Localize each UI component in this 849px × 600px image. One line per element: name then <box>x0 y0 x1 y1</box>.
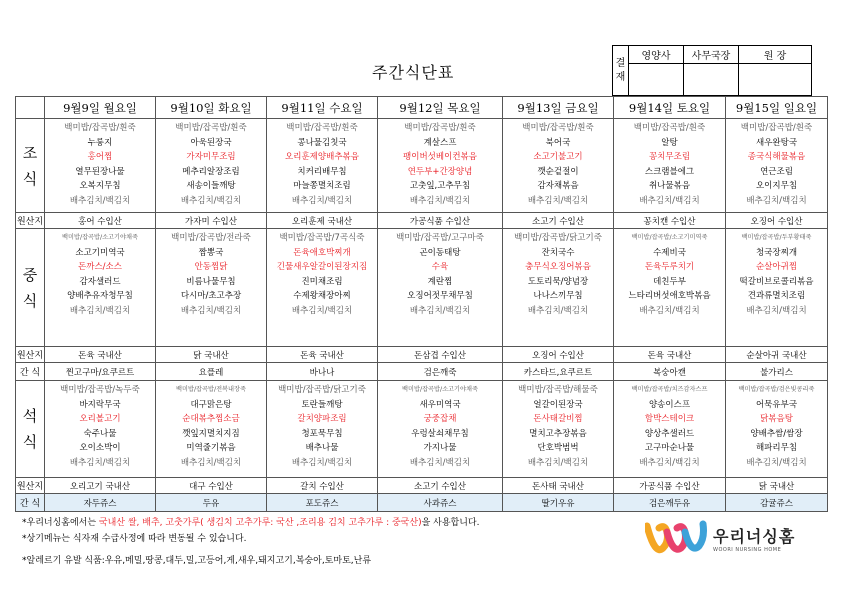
menu-item: 양송이스프 <box>648 399 691 410</box>
menu-table <box>15 96 828 512</box>
snack-cell: 자두쥬스 <box>45 494 156 512</box>
notes <box>22 515 479 569</box>
menu-item: 취나물볶음 <box>648 181 691 192</box>
menu-item: 잔치국수 <box>541 247 575 258</box>
menu-item: 배추김치/백김치 <box>409 195 471 206</box>
menu-item: 계살스프 <box>423 137 457 148</box>
menu-item: 오징어젓무채무침 <box>407 291 473 302</box>
menu-item: 백미밥/잡곡밥/전복내장죽 <box>176 386 246 393</box>
menu-item: 백미밥/잡곡밥/닭고기죽 <box>514 233 602 243</box>
day-header: 9월11일 수요일 <box>267 97 378 119</box>
menu-item: 갈치양파조림 <box>297 414 347 425</box>
menu-item: 짬뽕국 <box>198 247 224 258</box>
menu-item: 곤이동태탕 <box>419 247 461 258</box>
snack-cell: 카스타드,요쿠르트 <box>503 363 614 381</box>
origin-cell: 오리훈제 국내산 <box>267 213 378 229</box>
snack-cell: 딸기우유 <box>503 494 614 512</box>
origin-cell: 닭 국내산 <box>726 478 828 494</box>
brand-logo <box>645 518 795 558</box>
menu-item: 백미밥/잡곡밥/소고기야채죽 <box>62 234 138 241</box>
snack-label: 간 식 <box>16 494 45 512</box>
menu-item: 치커리배무침 <box>297 166 347 177</box>
breakfast-cell <box>267 119 378 213</box>
menu-item: 새송이들깨탕 <box>186 181 236 192</box>
menu-item: 오리훈제양배추볶음 <box>285 152 359 163</box>
menu-item: 배추김치/백김치 <box>409 305 471 316</box>
menu-item: 배추김치/백김치 <box>291 457 353 468</box>
origin-cell: 오리고기 국내산 <box>45 478 156 494</box>
note-text: *우리너싱홈에서는 <box>22 518 99 528</box>
menu-item: 열무된장나물 <box>75 166 125 177</box>
breakfast-cell <box>614 119 726 213</box>
note-allergy: *알레르기 유발 식품:우유,메밀,땅콩,대두,밀,고등어,게,새우,돼지고기,복숭아,토마토,난류 <box>22 556 372 566</box>
menu-item: 미역줄기볶음 <box>186 443 236 454</box>
menu-item: 배추김치/백김치 <box>409 457 471 468</box>
menu-item: 수제왕채장아찌 <box>293 291 351 302</box>
menu-item: 가자미무조림 <box>186 152 236 163</box>
menu-item: 가지나물 <box>423 443 457 454</box>
menu-item: 해파리무침 <box>755 443 798 454</box>
origin-cell: 꽁치캔 수입산 <box>614 213 726 229</box>
menu-item: 양배추쌈/쌈장 <box>750 428 803 439</box>
menu-item: 백미밥/잡곡밥/전라죽 <box>171 233 251 243</box>
menu-item: 함박스테이크 <box>644 414 695 425</box>
menu-item: 배추김치/백김치 <box>69 195 131 206</box>
menu-item: 안동찜닭 <box>194 262 228 273</box>
menu-item: 종국식해물볶음 <box>747 152 806 163</box>
menu-item: 돈사태갈비찜 <box>533 414 583 425</box>
menu-item: 백미밥/잡곡밥/닭고기죽 <box>278 385 366 395</box>
menu-item: 새우미역국 <box>419 399 461 410</box>
snack-label: 간 식 <box>16 363 45 381</box>
menu-item: 오리볼고기 <box>79 414 121 425</box>
menu-item: 배추김치/백김치 <box>291 305 353 316</box>
breakfast-cell <box>378 119 503 213</box>
menu-item: 다시마/초고추장 <box>180 291 242 302</box>
menu-item: 양배추유자청무침 <box>67 291 133 302</box>
lunch-cell <box>378 229 503 347</box>
menu-item: 떡갈비브로콜리볶음 <box>739 276 814 287</box>
menu-item: 긴물새우알갈이된장지짐 <box>276 262 368 273</box>
menu-item: 나나스끼무침 <box>533 291 583 302</box>
menu-item: 궁중잡채 <box>423 414 457 425</box>
menu-item: 백미밥/잡곡밥/흰죽 <box>175 123 247 133</box>
menu-item: 마늘쫑멸치조림 <box>293 181 351 192</box>
menu-item: 얼갈이된장국 <box>533 399 583 410</box>
menu-item: 감자채볶음 <box>537 181 579 192</box>
breakfast-label: 조 식 <box>16 119 45 213</box>
menu-item: 숙주나물 <box>83 428 117 439</box>
menu-item: 백미밥/잡곡밥/흰죽 <box>522 123 594 133</box>
origin-cell: 돈육 국내산 <box>614 347 726 363</box>
day-header: 9월12일 목요일 <box>378 97 503 119</box>
menu-item: 누룽지 <box>87 137 113 148</box>
menu-item: 연두부+간장양념 <box>407 166 473 177</box>
approval-sign-dietitian[interactable] <box>629 64 684 96</box>
breakfast-cell <box>156 119 267 213</box>
origin-label: 원산지 <box>16 478 45 494</box>
menu-item: 새우완탕국 <box>755 137 798 148</box>
origin-cell: 홍어 수입산 <box>45 213 156 229</box>
menu-item: 배추김치/백김치 <box>527 305 589 316</box>
snack-cell: 요플레 <box>156 363 267 381</box>
approval-sign-director[interactable] <box>684 64 739 96</box>
menu-item: 단호박범벅 <box>537 443 579 454</box>
menu-item: 콩나물김칫국 <box>297 137 347 148</box>
approval-label: 결 재 <box>613 46 629 96</box>
approval-role-head: 원 장 <box>739 46 812 64</box>
snack-cell: 두유 <box>156 494 267 512</box>
menu-item: 백미밥/잡곡밥/흰죽 <box>740 123 813 133</box>
menu-item: 백미밥/잡곡밥/두부황태죽 <box>741 234 812 241</box>
menu-item: 백미밥/잡곡밥/흰죽 <box>286 123 358 133</box>
menu-item: 배추김치/백김치 <box>639 305 700 316</box>
menu-item: 견과류멸치조림 <box>747 291 806 302</box>
breakfast-cell <box>45 119 156 213</box>
lunch-cell <box>45 229 156 347</box>
origin-cell: 돈육 국내산 <box>45 347 156 363</box>
lunch-label: 중 식 <box>16 229 45 347</box>
day-header: 9월9일 월요일 <box>45 97 156 119</box>
origin-cell: 갈치 수입산 <box>267 478 378 494</box>
menu-item: 오복지무침 <box>79 181 121 192</box>
breakfast-cell <box>726 119 828 213</box>
snack-cell: 찐고구마/요쿠르트 <box>45 363 156 381</box>
menu-item: 백미밥/잡곡밥/소고기야채죽 <box>402 386 478 393</box>
origin-cell: 소고기 수입산 <box>378 478 503 494</box>
origin-cell: 닭 국내산 <box>156 347 267 363</box>
dinner-cell <box>267 381 378 478</box>
snack-cell: 포도쥬스 <box>267 494 378 512</box>
menu-item: 백미밥/잡곡밥/검은빛콩리죽 <box>738 386 815 393</box>
menu-item: 소고기미역국 <box>75 247 125 258</box>
menu-item: 고춧잎,고추무침 <box>409 181 471 192</box>
logo-name: 우리너싱홈 <box>713 526 796 546</box>
menu-item: 배추김치/백김치 <box>639 457 700 468</box>
note-highlight: 국내산 쌀, 배추, 고춧가루( 생김치 고추가루: 국산 ,조리용 김치 고추가루 : 중국산) <box>98 518 422 528</box>
menu-item: 데친두부 <box>653 276 686 287</box>
menu-item: 진미채조림 <box>301 276 343 287</box>
menu-item: 돈육두루치기 <box>644 262 695 273</box>
menu-item: 돈육애호박찌개 <box>293 247 351 258</box>
menu-item: 메추리알장조림 <box>182 166 240 177</box>
logo-mark-icon <box>645 518 707 558</box>
lunch-cell <box>503 229 614 347</box>
lunch-cell <box>156 229 267 347</box>
breakfast-cell <box>503 119 614 213</box>
origin-cell: 가공식품 수입산 <box>378 213 503 229</box>
menu-item: 백미밥/잡곡밥/고구마죽 <box>396 233 484 243</box>
day-header: 9월14일 토요일 <box>614 97 726 119</box>
snack-cell: 검은깨두유 <box>614 494 726 512</box>
menu-item: 홍어찜 <box>87 152 113 163</box>
dinner-cell <box>45 381 156 478</box>
menu-item: 북어국 <box>545 137 571 148</box>
menu-item: 수제비국 <box>653 247 686 258</box>
menu-item: 배추김치/백김치 <box>746 195 807 206</box>
note-change: *상기메뉴는 식자재 수급사정에 따라 변동될 수 있습니다. <box>22 534 247 544</box>
menu-item: 오이소박이 <box>79 443 121 454</box>
menu-item: 백미밥/잡곡밥/소고기미역죽 <box>631 234 708 241</box>
menu-item: 배추김치/백김치 <box>69 305 131 316</box>
menu-item: 백미밥/잡곡밥/해물죽 <box>518 385 598 395</box>
menu-item: 계란찜 <box>427 276 453 287</box>
menu-item: 돈까스/소스 <box>78 262 122 273</box>
snack-cell: 사과쥬스 <box>378 494 503 512</box>
day-header: 9월15일 일요일 <box>726 97 828 119</box>
menu-item: 순대볶추찜소금 <box>182 414 240 425</box>
page-title: 주간식단표 <box>372 63 455 82</box>
menu-item: 배추김치/백김치 <box>746 457 807 468</box>
menu-item: 배추김치/백김치 <box>746 305 807 316</box>
snack-cell: 감귤쥬스 <box>726 494 828 512</box>
menu-item: 배추김치/백김치 <box>639 195 700 206</box>
day-header: 9월13일 금요일 <box>503 97 614 119</box>
origin-label: 원산지 <box>16 347 45 363</box>
origin-cell: 대구 수입산 <box>156 478 267 494</box>
approval-role-director: 사무국장 <box>684 46 739 64</box>
menu-item: 소고기불고기 <box>533 152 583 163</box>
menu-item: 수육 <box>431 262 449 273</box>
dinner-cell <box>726 381 828 478</box>
origin-cell: 돈육 국내산 <box>267 347 378 363</box>
menu-item: 순살아귀찜 <box>755 262 798 273</box>
origin-cell: 가자미 수입산 <box>156 213 267 229</box>
menu-item: 알탕 <box>661 137 678 148</box>
menu-item: 깻잎지멸치지짐 <box>182 428 240 439</box>
lunch-cell <box>726 229 828 347</box>
menu-item: 백미밥/잡곡밥/흰죽 <box>64 123 136 133</box>
menu-item: 청국장찌개 <box>755 247 798 258</box>
menu-item: 양상추샐러드 <box>644 428 695 439</box>
menu-item: 배추김치/백김치 <box>180 195 242 206</box>
menu-item: 깻순겉절이 <box>537 166 579 177</box>
logo-subtitle: WOORI NURSING HOME <box>713 546 782 553</box>
origin-cell: 순살아귀 국내산 <box>726 347 828 363</box>
menu-item: 어묵유부국 <box>755 399 798 410</box>
menu-item: 아욱된장국 <box>190 137 232 148</box>
dinner-cell <box>156 381 267 478</box>
menu-item: 감자샐러드 <box>79 276 121 287</box>
menu-item: 백미밥/잡곡밥/치즈감자스프 <box>631 386 708 393</box>
approval-box <box>612 45 812 96</box>
menu-item: 연근조림 <box>760 166 793 177</box>
menu-item: 배추김치/백김치 <box>69 457 131 468</box>
dinner-cell <box>614 381 726 478</box>
menu-item: 백미밥/잡곡밥/흰죽 <box>404 123 476 133</box>
menu-item: 토란들깨탕 <box>301 399 343 410</box>
menu-item: 충무식오징어볶음 <box>525 262 591 273</box>
origin-label: 원산지 <box>16 213 45 229</box>
approval-role-dietitian: 영양사 <box>629 46 684 64</box>
origin-cell: 소고기 수입산 <box>503 213 614 229</box>
menu-item: 배추김치/백김치 <box>527 457 589 468</box>
menu-item: 백미밥/잡곡밥/7곡식죽 <box>279 233 365 243</box>
menu-item: 오이지무침 <box>755 181 798 192</box>
snack-cell: 검은깨죽 <box>378 363 503 381</box>
menu-item: 멸치고추장볶음 <box>529 428 587 439</box>
approval-sign-head[interactable] <box>739 64 812 96</box>
origin-cell: 오징어 수입산 <box>503 347 614 363</box>
menu-item: 배추김치/백김치 <box>291 195 353 206</box>
menu-item: 대구맑은탕 <box>190 399 232 410</box>
menu-item: 꽁치무조림 <box>648 152 691 163</box>
menu-item: 배추김치/백김치 <box>527 195 589 206</box>
menu-item: 백미밥/잡곡밥/녹두죽 <box>60 385 140 395</box>
dinner-cell <box>378 381 503 478</box>
menu-item: 고구마순나물 <box>644 443 695 454</box>
menu-item: 백미밥/잡곡밥/흰죽 <box>633 123 706 133</box>
lunch-cell <box>267 229 378 347</box>
menu-item: 바지락무국 <box>79 399 121 410</box>
menu-item: 비름나물무침 <box>186 276 236 287</box>
menu-item: 느타리버섯애호박볶음 <box>628 291 711 302</box>
note-text: 을 사용합니다. <box>421 518 480 528</box>
origin-cell: 오징어 수입산 <box>726 213 828 229</box>
snack-cell: 불가리스 <box>726 363 828 381</box>
menu-item: 청포묵무침 <box>301 428 343 439</box>
menu-item: 우렁살쇠채무침 <box>411 428 469 439</box>
lunch-cell <box>614 229 726 347</box>
menu-item: 도토리묵/양념장 <box>527 276 589 287</box>
origin-cell: 돈삼겹 수입산 <box>378 347 503 363</box>
menu-item: 배추나물 <box>305 443 339 454</box>
menu-item: 팽이버섯베이컨볶음 <box>403 152 477 163</box>
snack-cell: 복숭아캔 <box>614 363 726 381</box>
origin-cell: 가공식품 수입산 <box>614 478 726 494</box>
menu-item: 닭볶음탕 <box>760 414 793 425</box>
menu-item: 스크램블에그 <box>644 166 695 177</box>
corner-cell <box>16 97 45 119</box>
origin-cell: 돈사태 국내산 <box>503 478 614 494</box>
snack-cell: 바나나 <box>267 363 378 381</box>
dinner-cell <box>503 381 614 478</box>
menu-item: 배추김치/백김치 <box>180 305 242 316</box>
note-origin <box>22 515 479 531</box>
menu-item: 배추김치/백김치 <box>180 457 242 468</box>
day-header: 9월10일 화요일 <box>156 97 267 119</box>
dinner-label: 석 식 <box>16 381 45 478</box>
